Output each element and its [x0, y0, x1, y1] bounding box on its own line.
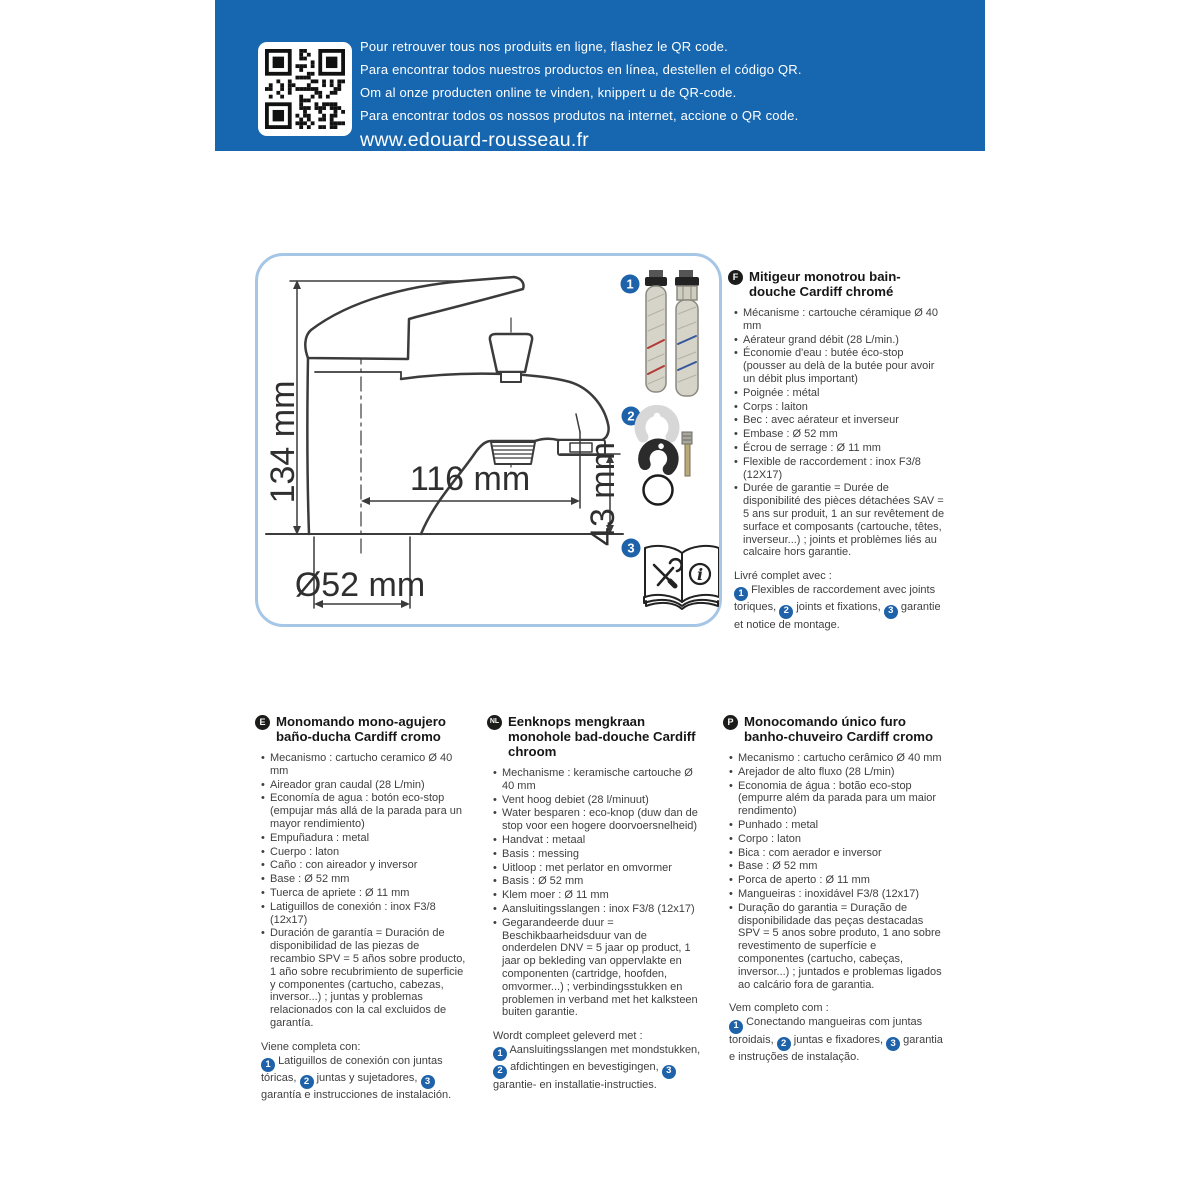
language-badge-pt: P — [723, 715, 738, 730]
product-column-pt — [723, 714, 945, 1064]
part-number-badge: 3 — [884, 605, 898, 619]
spec-item: • Corpo : laton — [729, 833, 945, 846]
horseshoe-washer-black — [643, 440, 676, 469]
spec-item: • Gegarandeerde duur = Beschikbaarheidsduur van de onderdelen DNV = 5 jaar op product, 1 jaar op bekleding van oppervlakte en componenten (cartridge, hoofden, omvormer...) ; verbindingsstukken en problemen in verband met het kalksteen buiten garantie. — [493, 917, 705, 1019]
spec-item: • Porca de aperto : Ø 11 mm — [729, 874, 945, 887]
part-text: afdichtingen en bevestigingen, — [510, 1061, 659, 1074]
banner-line-es: Para encontrar todos nuestros productos en línea, destellen el código QR. — [360, 62, 802, 77]
spec-item: • Klem moer : Ø 11 mm — [493, 889, 705, 902]
banner-line-nl: Om al onze producten online te vinden, knippert u de QR-code. — [360, 85, 737, 100]
dim-label-length: 116 mm — [409, 460, 531, 498]
spec-item: • Flexible de raccordement : inox F3/8 (12X17) — [734, 456, 946, 482]
svg-text:i: i — [696, 565, 704, 584]
spec-item: • Basis : messing — [493, 848, 705, 861]
part-text: Conectando mangueiras com juntas toroidais, — [729, 1016, 923, 1046]
banner-line-fr: Pour retrouver tous nos produits en ligne, flashez le QR code. — [360, 39, 728, 54]
language-badge-fr: F — [728, 270, 743, 285]
spec-item: • Aireador gran caudal (28 L/min) — [261, 779, 467, 792]
spec-item: • Mecanismo : cartucho ceramico Ø 40 mm — [261, 752, 467, 778]
banner-line-pt: Para encontrar todos os nossos produtos na internet, accione o QR code. — [360, 108, 799, 123]
part-number-badge: 2 — [300, 1075, 314, 1089]
svg-text:2: 2 — [627, 408, 635, 424]
qr-finder-top-left — [265, 49, 292, 76]
included-intro: Wordt compleet geleverd met : — [493, 1030, 643, 1043]
svg-text:3: 3 — [627, 540, 635, 556]
spec-item: • Economía de agua : botón eco-stop (empujar más allá de la parada para un mayor rendimiento) — [261, 792, 467, 830]
spec-item: • Écrou de serrage : Ø 11 mm — [734, 442, 946, 455]
part-text: joints et fixations, — [796, 601, 881, 614]
spec-item: • Duração do garantia = Duração de disponibilidade das peças destacadas SPV = 5 anos sobre produto, 1 ano sobre revestimento de superfície e componentes (cartucho, cabeças, inversor...) ; juntados e problemas ligados ao calcário fora de garantia. — [729, 902, 945, 992]
spec-item: • Tuerca de apriete : Ø 11 mm — [261, 887, 467, 900]
part-text: Latiguillos de conexión con juntas tóricas, — [261, 1054, 443, 1084]
hose-left — [645, 270, 667, 392]
spec-list-es — [255, 752, 467, 1030]
included-with-nl — [493, 1030, 705, 1091]
included-intro: Vem completo com : — [729, 1002, 829, 1015]
faucet-technical-drawing — [258, 256, 719, 624]
faucet-column-left-edge — [307, 358, 309, 534]
threaded-stud-icon — [682, 432, 692, 476]
product-column-es — [255, 714, 467, 1102]
part-text: garantia e instruções de instalação. — [729, 1033, 943, 1063]
item-3-badge — [622, 539, 641, 558]
part-number-badge: 2 — [777, 1037, 791, 1051]
product-title-pt: Monocomando único furo banho-chuveiro Cardiff cromo — [744, 714, 934, 744]
part-number-badge: 2 — [493, 1065, 507, 1079]
spec-item: • Economia de água : botão eco-stop (empurre além da parada para um maior rendimento) — [729, 780, 945, 818]
spec-item: • Mecanismo : cartucho cerâmico Ø 40 mm — [729, 752, 945, 765]
part-text: Flexibles de raccordement avec joints toriques, — [734, 583, 936, 614]
spec-item: • Base : Ø 52 mm — [261, 873, 467, 886]
spec-item: • Latiguillos de conexión : inox F3/8 (12x17) — [261, 901, 467, 927]
spec-item: • Uitloop : met perlator en omvormer — [493, 862, 705, 875]
spec-item: • Caño : con aireador y inversor — [261, 859, 467, 872]
part-text: garantie et notice de montage. — [734, 601, 941, 631]
part-number-badge: 1 — [261, 1058, 275, 1072]
spec-item: • Vent hoog debiet (28 l/minuut) — [493, 794, 705, 807]
flex-hoses-icon — [645, 270, 699, 396]
included-with-pt — [729, 1002, 945, 1063]
included-intro: Livré complet avec : — [734, 570, 832, 583]
item-1-badge — [621, 275, 640, 294]
spec-item: • Base : Ø 52 mm — [729, 860, 945, 873]
part-number-badge: 1 — [729, 1020, 743, 1034]
spec-list-fr — [728, 307, 946, 559]
spec-item: • Poignée : métal — [734, 387, 946, 400]
o-ring-icon — [644, 476, 673, 505]
included-intro: Viene completa con: — [261, 1040, 361, 1053]
part-number-badge: 1 — [493, 1047, 507, 1061]
included-parts — [734, 584, 941, 631]
website-url: www.edouard-rousseau.fr — [360, 129, 590, 151]
qr-code-icon — [265, 49, 345, 129]
part-text: garantie- en installatie-instructies. — [493, 1078, 657, 1091]
part-number-badge: 2 — [779, 605, 793, 619]
part-number-badge: 3 — [662, 1065, 676, 1079]
spec-item: • Économie d'eau : butée éco-stop (pousser au delà de la butée pour avoir un débit plus important) — [734, 347, 946, 385]
language-badge-nl: NL — [487, 715, 502, 730]
hose-right — [675, 270, 699, 396]
part-text: juntas e fixadores, — [793, 1033, 884, 1046]
language-badge-es: E — [255, 715, 270, 730]
dim-label-outlet: 43 mm — [584, 442, 622, 546]
spec-item: • Mécanisme : cartouche céramique Ø 40 mm — [734, 307, 946, 333]
manual-book-icon — [644, 546, 719, 609]
spec-item: • Bec : avec aérateur et inverseur — [734, 414, 946, 427]
qr-code — [258, 42, 352, 136]
spec-item: • Mechanisme : keramische cartouche Ø 40 mm — [493, 767, 705, 793]
product-title-es: Monomando mono-agujero baño-ducha Cardiff cromo — [276, 714, 446, 744]
included-with-fr — [734, 570, 946, 631]
part-text: garantía e instrucciones de instalación. — [261, 1089, 452, 1102]
product-title-fr: Mitigeur monotrou bain-douche Cardiff chromé — [749, 269, 901, 299]
spec-item: • Water besparen : eco-knop (duw dan de stop voor een hogere doorvoersnelheid) — [493, 807, 705, 833]
product-column-fr — [728, 269, 946, 632]
product-title-nl: Eenknops mengkraan monohole bad-douche Cardiff chroom — [508, 714, 696, 759]
spec-item: • Basis : Ø 52 mm — [493, 875, 705, 888]
product-column-nl — [487, 714, 705, 1092]
part-number-badge: 1 — [734, 587, 748, 601]
spec-item: • Punhado : metal — [729, 819, 945, 832]
qr-finder-bottom-left — [265, 102, 292, 129]
part-number-badge: 3 — [421, 1075, 435, 1089]
spec-item: • Cuerpo : laton — [261, 846, 467, 859]
spec-item: • Mangueiras : inoxidável F3/8 (12x17) — [729, 888, 945, 901]
dim-label-height: 134 mm — [264, 380, 302, 504]
included-with-es — [261, 1041, 467, 1102]
spec-item: • Aérateur grand débit (28 L/min.) — [734, 334, 946, 347]
part-number-badge: 3 — [886, 1037, 900, 1051]
spec-list-nl — [487, 767, 705, 1019]
svg-text:1: 1 — [626, 276, 634, 292]
dim-label-base: Ø52 mm — [294, 566, 426, 604]
spec-item: • Durée de garantie = Durée de disponibilité des pièces détachées SAV = 5 ans sur produit, 1 an sur revêtement de surface et composants (cartouche, têtes, inverseur...) ; joints et problèmes liés au calcaire hors garantie. — [734, 482, 946, 559]
spec-list-pt — [723, 752, 945, 991]
part-text: juntas y sujetadores, — [316, 1071, 418, 1084]
horseshoe-washer-grey — [640, 410, 674, 437]
spec-item: • Embase : Ø 52 mm — [734, 428, 946, 441]
spec-item: • Bica : com aerador e inversor — [729, 847, 945, 860]
included-parts — [493, 1044, 700, 1091]
banner-text — [360, 35, 802, 153]
included-parts — [729, 1016, 943, 1063]
qr-finder-top-right — [318, 49, 345, 76]
spec-item: • Duración de garantía = Duración de disponibilidad de las piezas de recambio SPV = 5 años sobre producto, 1 año sobre recubrimiento de superficie y componentes (cartucho, cabezas, inversor...) ; juntas y problemas relacionados con la cal excluidos de garantía. — [261, 927, 467, 1029]
technical-drawing-panel — [255, 253, 722, 627]
qr-banner — [215, 0, 985, 151]
spec-item: • Aansluitingsslangen : inox F3/8 (12x17) — [493, 903, 705, 916]
spec-item: • Empuñadura : metal — [261, 832, 467, 845]
spec-item: • Corps : laiton — [734, 401, 946, 414]
spec-item: • Arejador de alto fluxo (28 L/min) — [729, 766, 945, 779]
spec-item: • Handvat : metaal — [493, 834, 705, 847]
fixings-icon — [640, 410, 692, 504]
included-parts — [261, 1055, 451, 1102]
part-text: Aansluitingsslangen met mondstukken, — [509, 1043, 701, 1056]
